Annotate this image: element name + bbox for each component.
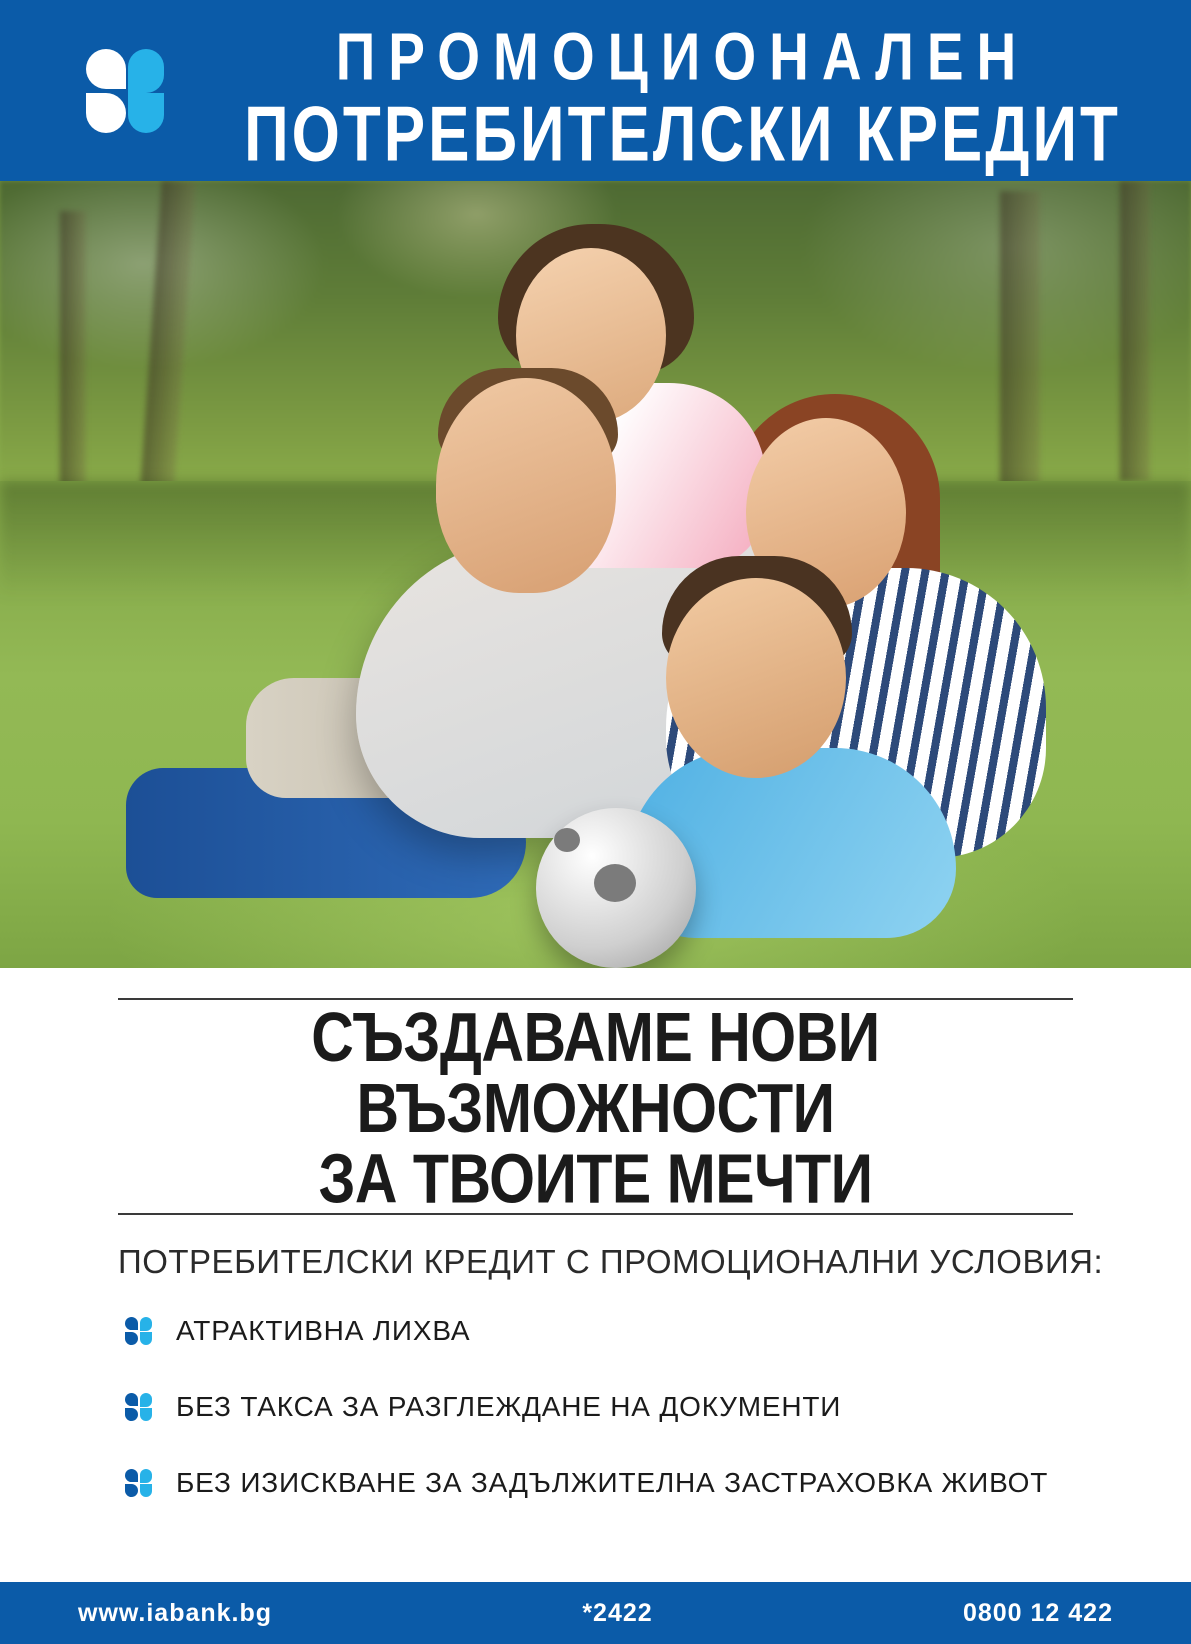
page-title <box>118 981 1073 1232</box>
phone-number[interactable]: 0800 12 422 <box>962 1598 1113 1627</box>
ia-bank-bullet-icon <box>124 1468 154 1498</box>
tree-trunk <box>60 211 86 511</box>
short-number[interactable]: *2422 <box>582 1598 653 1627</box>
ia-bank-bullet-icon <box>124 1316 154 1346</box>
poster-footer <box>0 1582 1191 1644</box>
ia-bank-logo-icon <box>78 45 170 137</box>
headline-line2: ЗА ТВОИТЕ МЕЧТИ <box>318 1140 873 1219</box>
poster-content <box>0 968 1191 1582</box>
headline-line1: СЪЗДАВАМЕ НОВИ ВЪЗМОЖНОСТИ <box>311 998 880 1148</box>
header-title-block <box>204 18 1161 178</box>
soccer-ball <box>536 808 696 968</box>
benefit-label: АТРАКТИВНА ЛИХВА <box>176 1314 471 1346</box>
benefit-label: БЕЗ ТАКСА ЗА РАЗГЛЕЖДАНЕ НА ДОКУМЕНТИ <box>176 1390 842 1422</box>
list-item <box>124 1391 1073 1423</box>
header-title-line1: ПРОМОЦИОНАЛЕН <box>335 18 1030 95</box>
website-link[interactable]: www.iabank.bg <box>78 1598 273 1627</box>
poster-header <box>0 0 1191 181</box>
list-item <box>124 1467 1073 1499</box>
hero-image <box>0 181 1191 968</box>
family-group <box>106 208 1086 948</box>
header-title-line2: ПОТРЕБИТЕЛСКИ КРЕДИТ <box>244 91 1121 178</box>
benefit-label: БЕЗ ИЗИСКВАНЕ ЗА ЗАДЪЛЖИТЕЛНА ЗАСТРАХОВКА ЖИВОТ <box>176 1466 1049 1498</box>
list-item <box>124 1315 1073 1347</box>
ia-bank-bullet-icon <box>124 1392 154 1422</box>
benefits-list <box>118 1315 1073 1499</box>
boy-head <box>666 578 846 778</box>
father-head <box>436 378 616 593</box>
subheadline: ПОТРЕБИТЕЛСКИ КРЕДИТ С ПРОМОЦИОНАЛНИ УСЛОВИЯ: <box>118 1242 1104 1280</box>
tree-trunk <box>1120 181 1150 481</box>
